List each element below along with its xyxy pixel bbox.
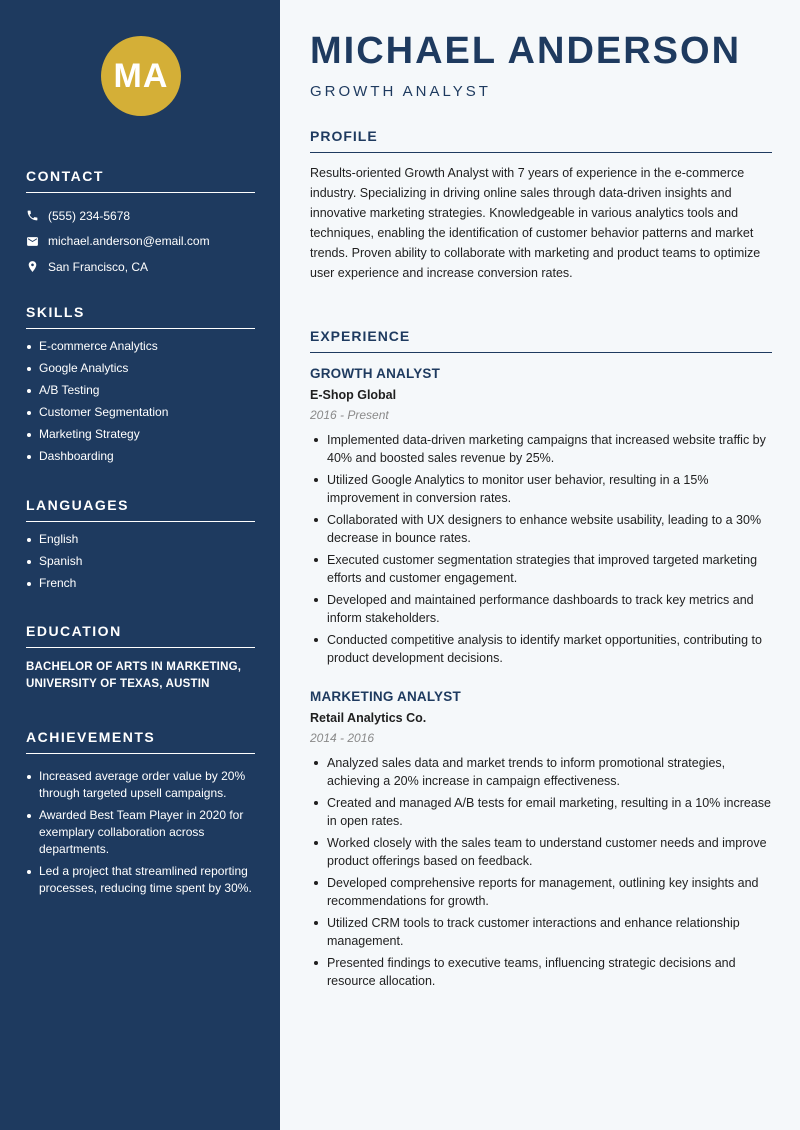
email-link[interactable]: michael.anderson@email.com	[48, 234, 210, 249]
list-item: A/B Testing	[26, 382, 255, 399]
experience-section	[310, 328, 772, 353]
job-company: Retail Analytics Co.	[310, 711, 427, 725]
phone-icon	[26, 209, 39, 222]
list-item: Developed comprehensive reports for management, outlining key insights and recommendations for growth.	[310, 874, 772, 910]
list-item: Increased average order value by 20% through targeted upsell campaigns.	[26, 768, 255, 802]
list-item: Developed and maintained performance dashboards to track key metrics and inform stakeholders.	[310, 591, 772, 627]
skills-list	[26, 338, 255, 465]
list-item: Dashboarding	[26, 448, 255, 465]
achievements-title: ACHIEVEMENTS	[26, 729, 255, 754]
job-entry	[310, 366, 772, 671]
list-item: Google Analytics	[26, 360, 255, 377]
contact-title: CONTACT	[26, 168, 255, 193]
education-title: EDUCATION	[26, 623, 255, 648]
job-title: MARKETING ANALYST	[310, 689, 461, 704]
education-degree-line: BACHELOR OF ARTS IN MARKETING,	[26, 661, 242, 673]
list-item: Awarded Best Team Player in 2020 for exemplary collaboration across departments.	[26, 807, 255, 858]
job-title: GROWTH ANALYST	[310, 366, 441, 381]
list-item: Created and managed A/B tests for email marketing, resulting in a 10% increase in open rates.	[310, 794, 772, 830]
job-bullets	[310, 754, 772, 990]
achievements-list	[26, 768, 255, 897]
list-item: Spanish	[26, 553, 255, 570]
location-text: San Francisco, CA	[48, 259, 149, 274]
list-item: Analyzed sales data and market trends to inform promotional strategies, achieving a 20% increase in campaign effectiveness.	[310, 754, 772, 790]
list-item: Led a project that streamlined reporting processes, reducing time spent by 30%.	[26, 863, 255, 897]
profile-title: PROFILE	[310, 128, 772, 153]
job-dates: 2016 - Present	[310, 408, 389, 422]
list-item: Implemented data-driven marketing campaigns that increased website traffic by 40% and boosted sales revenue by 25%.	[310, 431, 772, 467]
list-item: E-commerce Analytics	[26, 338, 255, 355]
list-item: Utilized Google Analytics to monitor user behavior, resulting in a 15% improvement in conversion rates.	[310, 471, 772, 507]
contact-location	[26, 254, 255, 280]
languages-list	[26, 531, 255, 592]
list-item: Customer Segmentation	[26, 404, 255, 421]
list-item: Executed customer segmentation strategies that improved targeted marketing efforts and customer engagement.	[310, 551, 772, 587]
contact-section	[26, 168, 255, 280]
list-item: Collaborated with UX designers to enhance website usability, leading to a 30% decrease in bounce rates.	[310, 511, 772, 547]
phone-link[interactable]: (555) 234-5678	[48, 208, 131, 223]
contact-list	[26, 203, 255, 280]
skills-section	[26, 304, 255, 470]
list-item: French	[26, 575, 255, 592]
skills-title: SKILLS	[26, 304, 255, 329]
profile-section	[310, 128, 772, 283]
candidate-name: MICHAEL ANDERSON	[310, 30, 742, 72]
location-pin-icon	[26, 260, 39, 273]
list-item: English	[26, 531, 255, 548]
list-item: Marketing Strategy	[26, 426, 255, 443]
job-entry	[310, 689, 772, 994]
sidebar	[0, 0, 280, 1130]
job-company: E-Shop Global	[310, 388, 397, 402]
profile-text: Results-oriented Growth Analyst with 7 years of experience in the e-commerce industry. Specializing in driving online sales through data-driven insights and innovative marketing strategies. Knowledgeable in various analytics tools and techniques, enabling the identification of customer behavior patterns and market trends. Proven ability to collaborate with marketing and product teams to optimize user experience and increase conversion rates.	[310, 166, 761, 280]
achievements-section	[26, 729, 255, 902]
contact-phone	[26, 203, 255, 229]
education-school-line: UNIVERSITY OF TEXAS, AUSTIN	[26, 678, 210, 690]
list-item: Utilized CRM tools to track customer interactions and enhance relationship management.	[310, 914, 772, 950]
list-item: Conducted competitive analysis to identify market opportunities, contributing to product development decisions.	[310, 631, 772, 667]
avatar: MA	[101, 36, 181, 116]
languages-section	[26, 497, 255, 597]
candidate-role: GROWTH ANALYST	[310, 83, 491, 100]
education-degree	[26, 659, 255, 693]
languages-title: LANGUAGES	[26, 497, 255, 522]
experience-title: EXPERIENCE	[310, 328, 772, 353]
list-item: Worked closely with the sales team to understand customer needs and improve product offerings based on feedback.	[310, 834, 772, 870]
job-dates: 2014 - 2016	[310, 731, 375, 745]
list-item: Presented findings to executive teams, influencing strategic decisions and resource allocation.	[310, 954, 772, 990]
education-section	[26, 623, 255, 693]
contact-email	[26, 229, 255, 255]
job-bullets	[310, 431, 772, 667]
mail-icon	[26, 235, 39, 248]
